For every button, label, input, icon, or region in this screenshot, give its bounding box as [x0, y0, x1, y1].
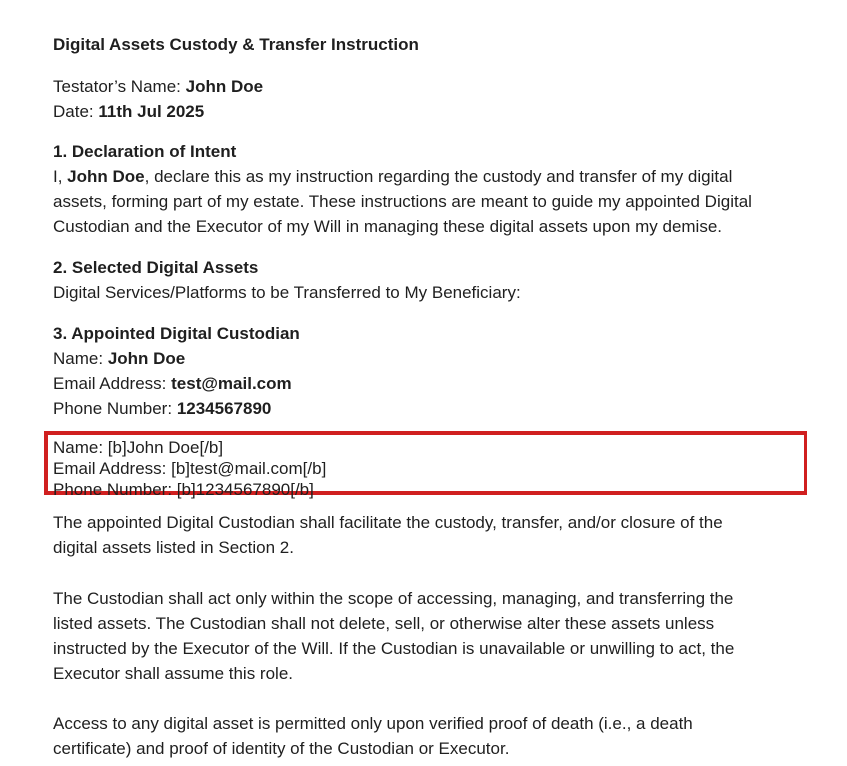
raw-email-line: Email Address: [b]test@mail.com[/b]	[53, 459, 327, 478]
paragraph-facilitate	[53, 510, 813, 560]
scope-line-1: The Custodian shall act only within the scope of accessing, managing, and transferring the	[53, 589, 734, 608]
paragraph-scope	[53, 586, 813, 686]
date-value: 11th Jul 2025	[98, 102, 205, 121]
selected-assets-text: Digital Services/Platforms to be Transferred to My Beneficiary:	[53, 283, 521, 302]
testator-info	[53, 74, 813, 124]
declaration-line-1-rest: , declare this as my instruction regarding the custody and transfer of my digital	[144, 167, 733, 186]
document-title: Digital Assets Custody & Transfer Instruction	[53, 35, 419, 54]
custodian-email-value: test@mail.com	[171, 374, 292, 393]
testator-name-value: John Doe	[185, 77, 264, 96]
custodian-phone-line	[53, 396, 813, 421]
testator-name-line	[53, 74, 813, 99]
testator-name-label: Testator’s Name:	[53, 77, 181, 96]
document-title-block	[53, 34, 813, 56]
declaration-line-2: assets, forming part of my estate. These instructions are meant to guide my appointed Digital	[53, 192, 752, 211]
date-label: Date:	[53, 102, 94, 121]
scope-line-4: Executor shall assume this role.	[53, 664, 293, 683]
custodian-phone-value: 1234567890	[176, 399, 272, 418]
declaration-line-3: Custodian and the Executor of my Will in managing these digital assets upon my demise.	[53, 217, 723, 236]
access-line-2: certificate) and proof of identity of the Custodian or Executor.	[53, 739, 510, 758]
section-1-heading: 1. Declaration of Intent	[53, 142, 237, 161]
custodian-email-line	[53, 371, 813, 396]
highlighted-raw-markup-block	[44, 431, 807, 499]
custodian-phone-label: Phone Number:	[53, 399, 173, 418]
raw-name-line: Name: [b]John Doe[/b]	[53, 438, 224, 457]
custodian-name-value: John Doe	[107, 349, 186, 368]
section-2-heading: 2. Selected Digital Assets	[53, 258, 259, 277]
custodian-name-line	[53, 346, 813, 371]
access-line-1: Access to any digital asset is permitted only upon verified proof of death (i.e., a death	[53, 714, 693, 733]
custodian-email-label: Email Address:	[53, 374, 167, 393]
section-declaration	[53, 139, 813, 239]
declaration-prefix: I,	[53, 167, 68, 186]
facilitate-line-2: digital assets listed in Section 2.	[53, 538, 294, 557]
section-custodian	[53, 321, 813, 421]
custodian-name-label: Name:	[53, 349, 104, 368]
facilitate-line-1: The appointed Digital Custodian shall facilitate the custody, transfer, and/or closure of the	[53, 513, 723, 532]
declaration-line-1	[53, 164, 813, 189]
declaration-name: John Doe	[67, 167, 145, 186]
raw-phone-line: Phone Number: [b]1234567890[/b]	[53, 480, 314, 499]
section-selected-assets	[53, 255, 813, 305]
date-line	[53, 99, 813, 124]
scope-line-3: instructed by the Executor of the Will. If the Custodian is unavailable or unwilling to act, the	[53, 639, 735, 658]
section-3-heading: 3. Appointed Digital Custodian	[53, 324, 300, 343]
paragraph-access	[53, 711, 813, 761]
scope-line-2: listed assets. The Custodian shall not delete, sell, or otherwise alter these assets unless	[53, 614, 715, 633]
